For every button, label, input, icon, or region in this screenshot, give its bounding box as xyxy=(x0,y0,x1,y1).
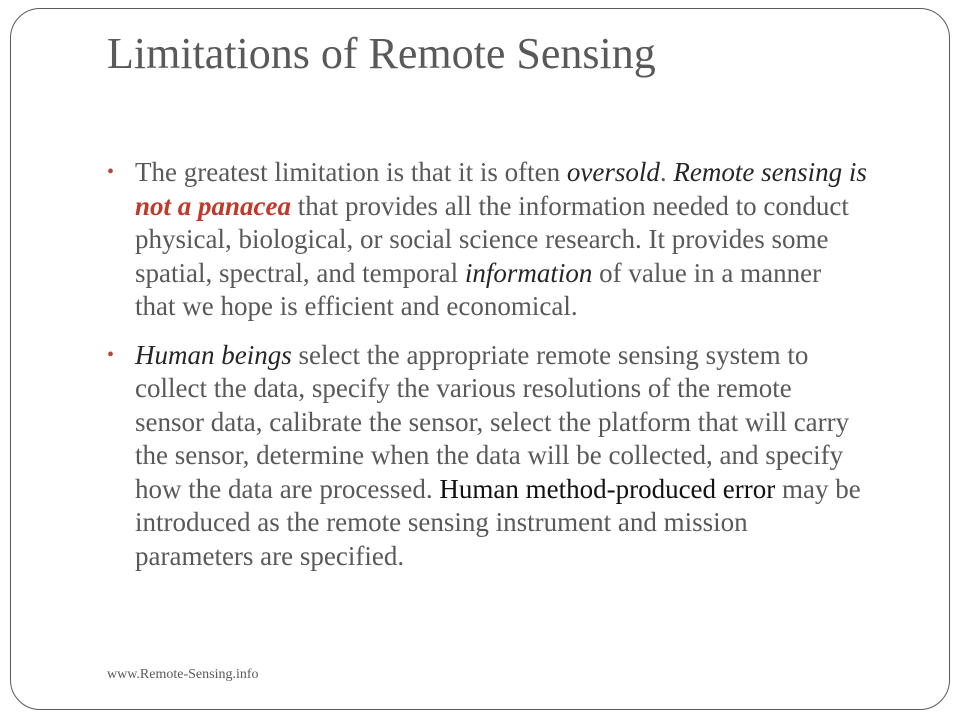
text-segment: that provides all the information needed to conduct physical, biological, or social science research. It provides some spatial, spectral, and temporal xyxy=(135,190,849,288)
text-segment-italic: Remote sensing is xyxy=(673,157,867,187)
text-segment: may be introduced as the remote sensing instrument and mission parameters are specified. xyxy=(135,473,861,571)
text-segment: of value in a manner that we hope is efficient and economical. xyxy=(135,257,822,321)
bullet-icon: • xyxy=(107,343,115,366)
bullet-item-2 xyxy=(107,339,867,574)
slide-title: Limitations of Remote Sensing xyxy=(107,29,656,78)
bullet-item-1 xyxy=(107,156,867,324)
footer-url: www.Remote-Sensing.info xyxy=(107,667,259,682)
bullet-icon: • xyxy=(107,161,115,183)
text-segment: . xyxy=(659,157,674,187)
text-segment-italic: information xyxy=(464,257,593,288)
text-segment: select the appropriate remote sensing system to collect the data, specify the various resolutions of the remote sensor data, calibrate the sensor, select the platform that will carry the sensor, determine when the data will be collected, and specify how the data are processed. xyxy=(135,339,850,504)
text-segment: The greatest limitation is that it is often xyxy=(135,157,567,187)
text-segment-italic: oversold xyxy=(566,157,660,187)
text-segment-italic: Human beings xyxy=(135,339,292,370)
bullet-list xyxy=(107,156,867,573)
text-segment-highlight: not a panacea xyxy=(135,190,292,221)
text-segment-dark: Human method-produced error xyxy=(439,473,776,504)
